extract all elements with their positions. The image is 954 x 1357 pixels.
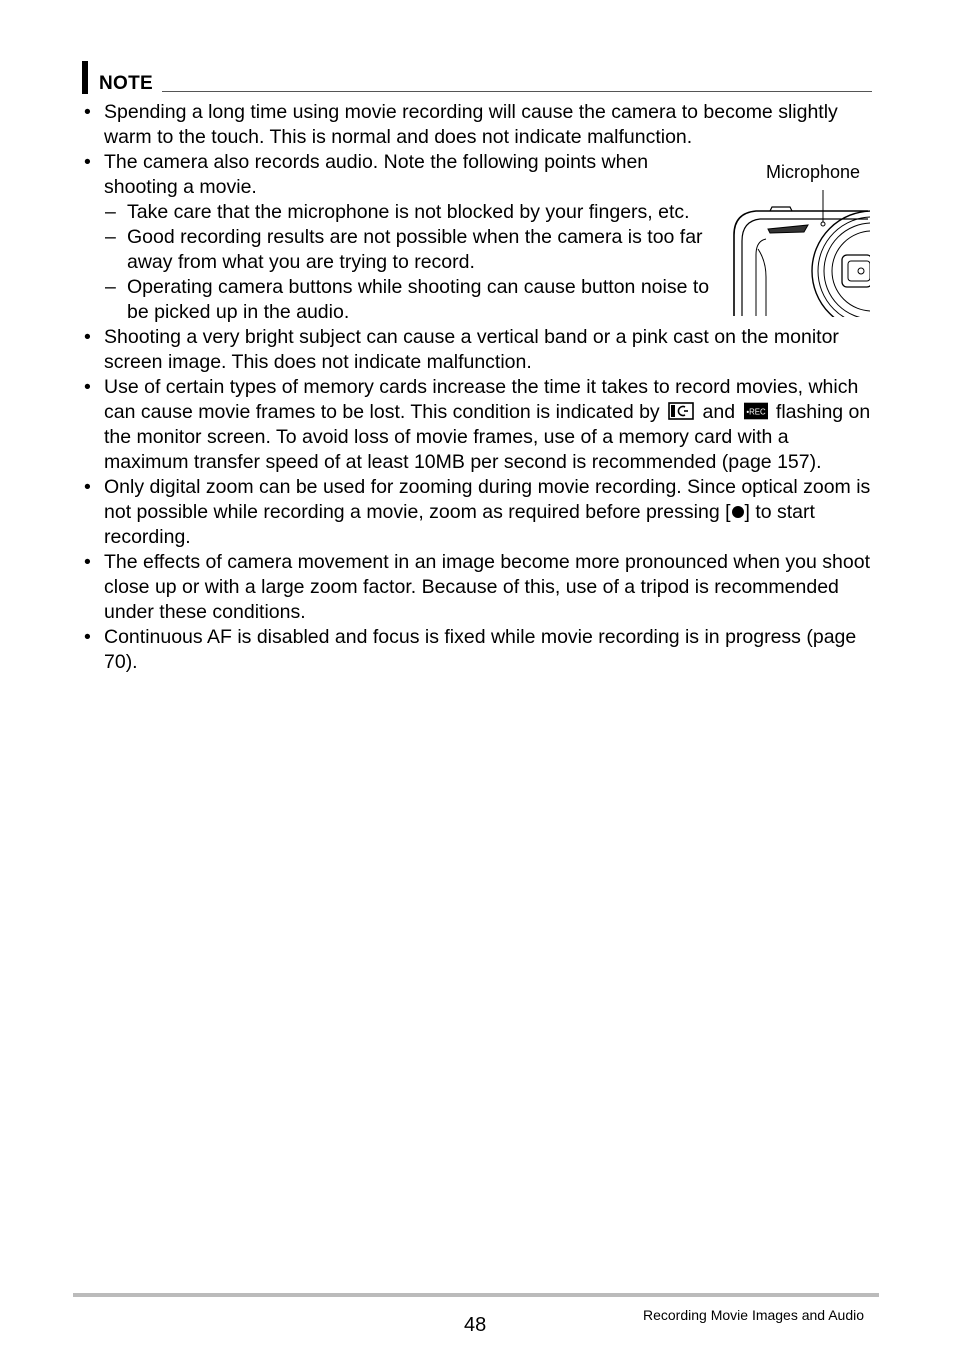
- sub-list-item: [84, 200, 717, 225]
- movie-record-button-icon: [732, 506, 744, 518]
- bullet-text-and: and: [702, 401, 736, 423]
- list-item: [84, 325, 874, 375]
- bullet-text: Use of certain types of memory cards increase the time it takes to record movies, which can cause movie frames to be lost. This condition is indicated by: [104, 376, 859, 423]
- bullet-marker: •: [84, 551, 91, 573]
- dash-marker: –: [105, 201, 116, 223]
- bullet-marker: •: [84, 626, 91, 648]
- bullet-text: The effects of camera movement in an image become more pronounced when you shoot close up or with a large zoom factor. Because of this, use of a tripod is recommended under these conditions.: [104, 551, 870, 623]
- note-body: [84, 100, 874, 675]
- sub-item-text: Good recording results are not possible when the camera is too far away from what you are trying to record.: [127, 226, 703, 273]
- note-heading: NOTE: [99, 73, 153, 94]
- bullet-text: Continuous AF is disabled and focus is fixed while movie recording is in progress (page 70).: [104, 626, 857, 673]
- bullet-marker: •: [84, 476, 91, 498]
- list-item: [84, 475, 874, 550]
- bullet-text: Shooting a very bright subject can cause a vertical band or a pink cast on the monitor screen image. This does not indicate malfunction.: [104, 326, 839, 373]
- bullet-text: The camera also records audio. Note the following points when shooting a movie.: [104, 151, 649, 198]
- note-divider: [162, 91, 872, 92]
- list-item: [84, 100, 874, 150]
- bullet-text: Only digital zoom can be used for zooming during movie recording. Since optical zoom is not possible while recording a movie, zoom as required before pressing [: [104, 476, 871, 523]
- memory-card-warning-icon: [668, 402, 694, 420]
- sub-item-text: Take care that the microphone is not blocked by your fingers, etc.: [127, 201, 690, 223]
- bullet-text: ] to start recording.: [104, 501, 815, 548]
- bullet-text: Spending a long time using movie recording will cause the camera to become slightly warm to the touch. This is normal and does not indicate malfunction.: [104, 101, 838, 148]
- bullet-marker: •: [84, 101, 91, 123]
- list-item: [84, 150, 714, 200]
- bullet-marker: •: [84, 376, 91, 398]
- sub-item-text: Operating camera buttons while shooting can cause button noise to be picked up in the audio.: [127, 276, 710, 323]
- sub-list-item: [84, 275, 717, 325]
- list-item: [84, 625, 874, 675]
- list-item: [84, 375, 874, 475]
- note-marker-bar: [82, 61, 88, 94]
- dash-marker: –: [105, 226, 116, 248]
- rec-icon-text: •REC: [745, 407, 766, 417]
- sub-list-item: [84, 225, 717, 275]
- footer-divider: [73, 1293, 879, 1297]
- bullet-marker: •: [84, 151, 91, 173]
- list-item: [84, 550, 874, 625]
- dash-marker: –: [105, 276, 116, 298]
- bullet-text: flashing on the monitor screen. To avoid loss of movie frames, use of a memory card with a maximum transfer speed of at least 10MB per second is recommended (page 157).: [104, 401, 871, 473]
- footer-section-title: Recording Movie Images and Audio: [643, 1307, 865, 1323]
- microphone-label: Microphone: [766, 162, 861, 182]
- rec-icon: [744, 402, 768, 420]
- bullet-marker: •: [84, 326, 91, 348]
- page-number: 48: [464, 1314, 487, 1336]
